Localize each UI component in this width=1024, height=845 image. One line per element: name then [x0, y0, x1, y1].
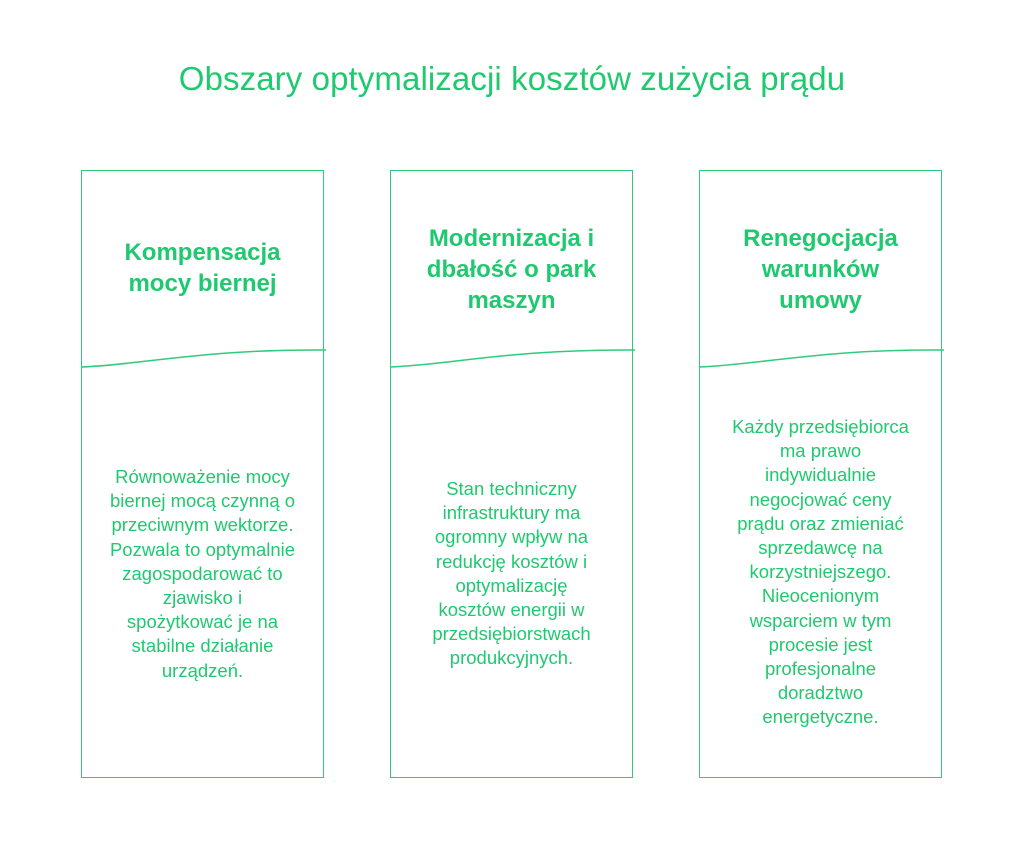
card-body-line: infrastruktury ma	[442, 502, 581, 524]
card-body-line: korzystniejszego.	[749, 561, 892, 583]
card-machinery-modernization	[390, 170, 633, 778]
card-body-line: sprzedawcę na	[758, 537, 883, 559]
card-body-line: prądu oraz zmieniać	[737, 512, 904, 534]
card-body	[700, 415, 941, 730]
card-body-line: ogromny wpływ na	[434, 526, 589, 548]
card-body-line: urządzeń.	[161, 659, 244, 681]
card-heading-line: maszyn	[467, 287, 556, 314]
card-body-line: redukcję kosztów i	[435, 550, 588, 572]
card-body-line: kosztów energii w	[438, 599, 585, 621]
card-divider-wave	[81, 347, 326, 371]
card-reactive-power-compensation	[81, 170, 324, 778]
card-body-line: ma prawo	[779, 440, 862, 462]
card-body-line: Pozwala to optymalnie	[109, 538, 296, 560]
card-body-line: Stan techniczny	[446, 478, 577, 499]
card-heading-line: dbałość o park	[426, 256, 597, 283]
card-heading-line: umowy	[779, 287, 862, 314]
card-body-line: Równoważenie mocy	[115, 466, 290, 487]
card-heading	[82, 237, 323, 299]
card-body-line: doradztwo	[777, 682, 864, 704]
card-body-line: przedsiębiorstwach	[432, 623, 591, 645]
card-body-line: procesie jest	[768, 633, 873, 655]
card-body-line: optymalizację	[455, 574, 568, 596]
card-heading	[391, 223, 632, 316]
card-body-line: zjawisko i	[162, 587, 243, 609]
card-contract-renegotiation	[699, 170, 942, 778]
card-body-line: Każdy przedsiębiorca	[732, 416, 909, 437]
card-body-line: biernej mocą czynną o	[109, 490, 296, 512]
card-body-line: indywidualnie	[764, 464, 877, 486]
card-heading-line: mocy biernej	[128, 270, 277, 297]
card-heading-line: Modernizacja i	[428, 225, 595, 252]
card-body-line: energetyczne.	[762, 706, 879, 728]
card-body	[82, 465, 323, 683]
card-body-line: Nieocenionym	[761, 585, 880, 607]
diagram-title: Obszary optymalizacji kosztów zużycia prądu	[178, 60, 846, 97]
card-body	[391, 477, 632, 671]
card-body-line: spożytkować je na	[126, 611, 279, 633]
card-body-line: produkcyjnych.	[449, 647, 574, 669]
card-body-line: zagospodarować to	[122, 562, 283, 584]
card-body-line: stabilne działanie	[131, 635, 274, 657]
card-heading	[700, 223, 941, 316]
card-body-line: przeciwnym wektorze.	[111, 514, 294, 536]
card-divider-wave	[699, 347, 944, 371]
card-body-line: negocjować ceny	[749, 488, 892, 510]
card-heading-line: warunków	[761, 256, 880, 283]
card-body-line: profesjonalne	[764, 658, 877, 680]
card-heading-line: Kompensacja	[124, 239, 281, 266]
card-divider-wave	[390, 347, 635, 371]
card-heading-line: Renegocjacja	[743, 225, 898, 252]
card-body-line: wsparciem w tym	[749, 609, 892, 631]
